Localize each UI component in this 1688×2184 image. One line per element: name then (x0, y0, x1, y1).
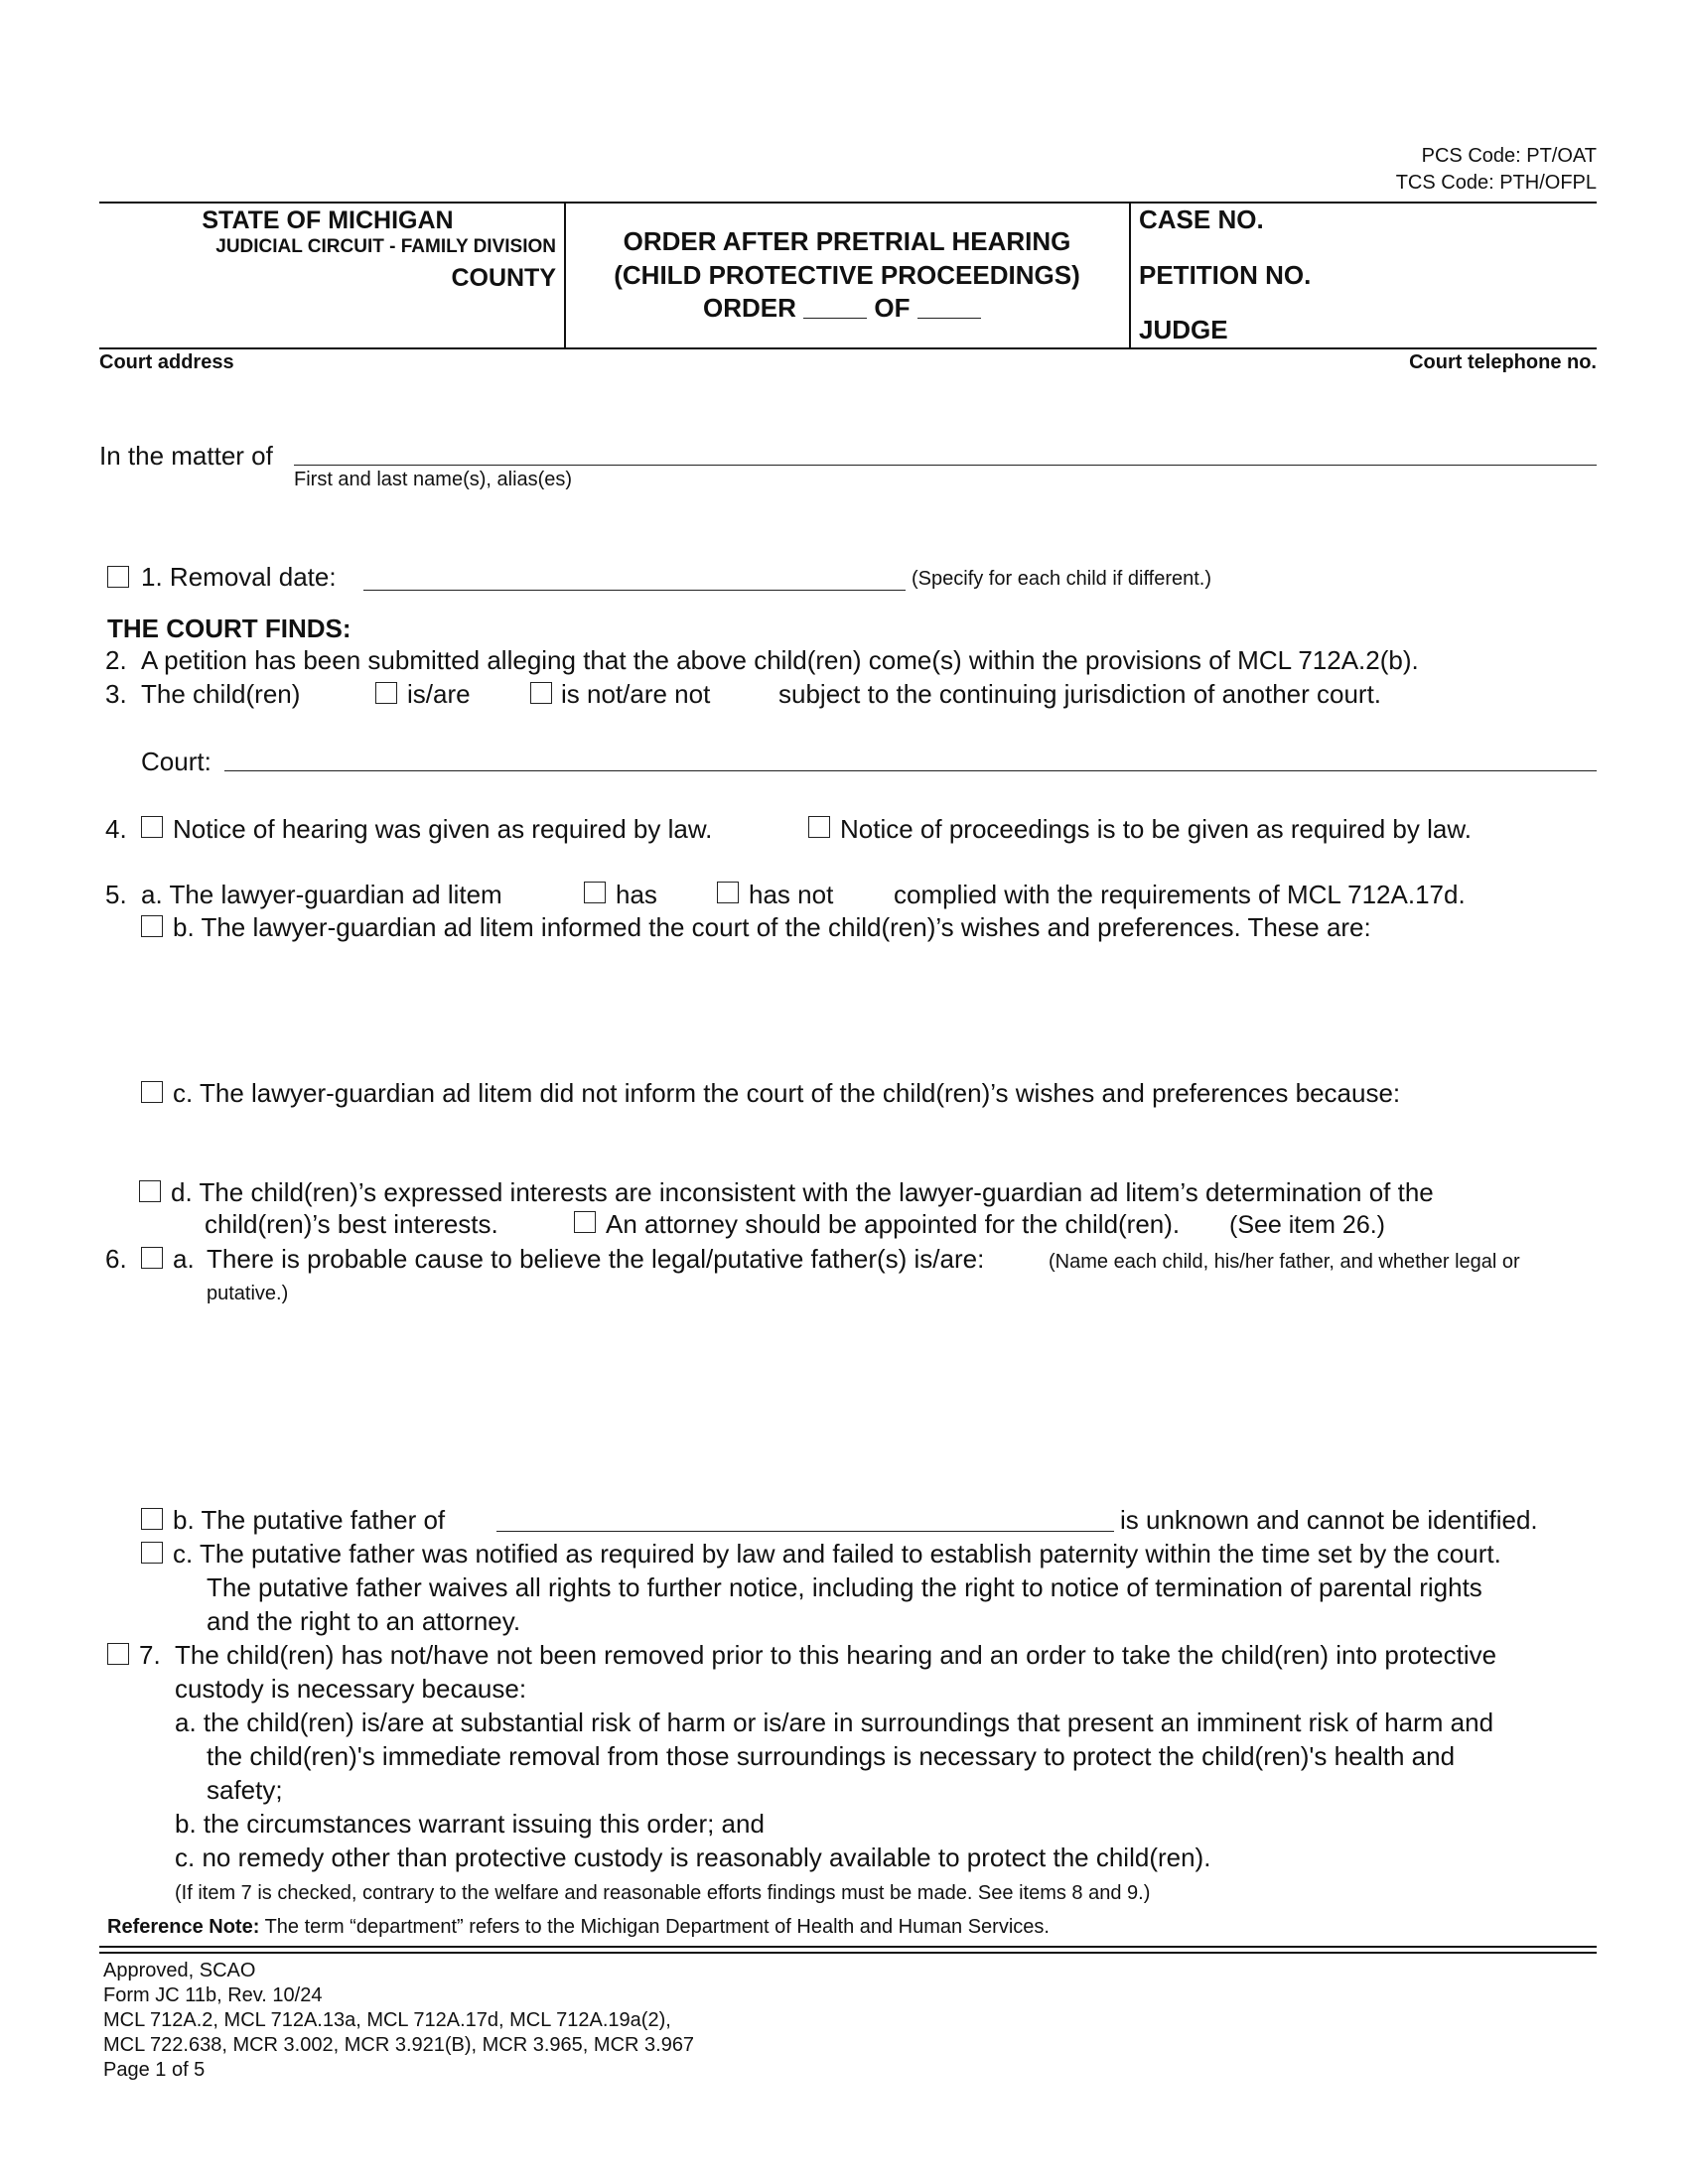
item5-num: 5. (105, 880, 127, 909)
item7-a3: safety; (207, 1775, 283, 1805)
footer-rule-bottom (99, 1952, 1597, 1954)
header-divider-right (1129, 202, 1131, 348)
form-title-1: ORDER AFTER PRETRIAL HEARING (623, 226, 1071, 256)
footer-page: Page 1 of 5 (103, 2059, 206, 2081)
item5d-line2: child(ren)’s best interests. (205, 1209, 498, 1239)
item5a-opt2: has not (749, 880, 834, 909)
reference-label: Reference Note: (107, 1916, 260, 1938)
pcs-code: PCS Code: PT/OAT (1421, 145, 1597, 167)
item1-text: Removal date: (169, 562, 337, 592)
item5d-attorney-checkbox[interactable] (574, 1211, 596, 1233)
state-name: STATE OF MICHIGAN (202, 206, 454, 234)
item5a-lead: a. The lawyer-guardian ad litem (141, 880, 502, 909)
item4-opt1: Notice of hearing was given as required by law. (173, 814, 713, 844)
item6a-note2: putative.) (207, 1283, 289, 1304)
item4-num: 4. (105, 814, 127, 844)
item3-opt1: is/are (407, 679, 471, 709)
item5b-text: b. The lawyer-guardian ad litem informed the court of the child(ren)’s wishes and preferences. These are: (173, 912, 1371, 942)
footer-approved: Approved, SCAO (103, 1960, 256, 1981)
matter-sublabel: First and last name(s), alias(es) (294, 469, 573, 490)
item3-is-not-checkbox[interactable] (530, 682, 552, 704)
item3-num: 3. (105, 679, 127, 709)
item3-court-label: Court: (141, 747, 211, 776)
item7-note: (If item 7 is checked, contrary to the welfare and reasonable efforts findings must be made. See items 8 and 9.) (175, 1882, 1151, 1904)
case-no-label: CASE NO. (1139, 205, 1264, 234)
removal-date-field[interactable] (363, 590, 906, 591)
item3-opt2: is not/are not (561, 679, 711, 709)
reference-text: The term “department” refers to the Michigan Department of Health and Human Services. (264, 1916, 1050, 1938)
item3-lead: The child(ren) (141, 679, 301, 709)
item7-a1: a. the child(ren) is/are at substantial risk of harm or is/are in surroundings that present an imminent risk of harm and (175, 1707, 1494, 1737)
tcs-code: TCS Code: PTH/OFPL (1395, 172, 1597, 194)
order-number-field[interactable] (803, 318, 867, 319)
item3-is-checkbox[interactable] (375, 682, 397, 704)
item1-checkbox[interactable] (107, 566, 129, 588)
item4-opt2: Notice of proceedings is to be given as required by law. (840, 814, 1472, 844)
item6b-checkbox[interactable] (141, 1508, 163, 1530)
header-top-rule (99, 202, 1597, 204)
item6c-checkbox[interactable] (141, 1542, 163, 1564)
item3-tail: subject to the continuing jurisdiction of another court. (778, 679, 1382, 709)
item7-line2: custody is necessary because: (175, 1674, 527, 1704)
item5c-checkbox[interactable] (141, 1081, 163, 1103)
item6a-note1: (Name each child, his/her father, and whether legal or (1049, 1251, 1520, 1273)
order-total-field[interactable] (917, 318, 981, 319)
matter-label: In the matter of (99, 441, 273, 471)
item5c-text: c. The lawyer-guardian ad litem did not inform the court of the child(ren)’s wishes and preferences because: (173, 1078, 1401, 1108)
item7-num: 7. (139, 1640, 161, 1670)
item5d-opt: An attorney should be appointed for the child(ren). (606, 1209, 1181, 1239)
court-finds-heading: THE COURT FINDS: (107, 614, 352, 643)
item5a-opt1: has (616, 880, 657, 909)
item5b-checkbox[interactable] (141, 915, 163, 937)
court-telephone-label: Court telephone no. (1409, 351, 1597, 373)
item7-line1: The child(ren) has not/have not been removed prior to this hearing and an order to take the child(ren) into protective (175, 1640, 1497, 1670)
item1-num: 1. (141, 562, 163, 592)
footer-form: Form JC 11b, Rev. 10/24 (103, 1984, 323, 2006)
item6a-checkbox[interactable] (141, 1247, 163, 1269)
item5d-checkbox[interactable] (139, 1180, 161, 1202)
item7-b: b. the circumstances warrant issuing this order; and (175, 1809, 765, 1839)
item4-notice-given-checkbox[interactable] (141, 816, 163, 838)
item6b-child-name-field[interactable] (496, 1531, 1114, 1532)
order-word: ORDER (703, 293, 796, 323)
item2-text: A petition has been submitted alleging that the above child(ren) come(s) within the provisions of MCL 712A.2(b). (141, 645, 1419, 675)
item6c-line2: The putative father waives all rights to further notice, including the right to notice of termination of parental rights (207, 1572, 1482, 1602)
item7-checkbox[interactable] (107, 1643, 129, 1665)
item6-num: 6. (105, 1244, 127, 1274)
form-title-2: (CHILD PROTECTIVE PROCEEDINGS) (614, 260, 1080, 290)
item6a-letter: a. (173, 1244, 195, 1274)
item5d-note: (See item 26.) (1229, 1211, 1386, 1239)
footer-mcl2: MCL 722.638, MCR 3.002, MCR 3.921(B), MCR 3.965, MCR 3.967 (103, 2034, 695, 2056)
item3-court-field[interactable] (224, 770, 1597, 771)
item2-num: 2. (105, 645, 127, 675)
circuit-label: JUDICIAL CIRCUIT - FAMILY DIVISION (215, 236, 556, 257)
item6a-text: There is probable cause to believe the legal/putative father(s) is/are: (207, 1244, 985, 1274)
item6c-line3: and the right to an attorney. (207, 1606, 521, 1636)
footer-rule-top (99, 1946, 1597, 1948)
item1-note: (Specify for each child if different.) (912, 568, 1211, 590)
of-word: OF (874, 293, 911, 323)
item5a-has-checkbox[interactable] (584, 882, 606, 903)
order-number-line (703, 293, 981, 324)
item7-c: c. no remedy other than protective custody is reasonably available to protect the child(ren). (175, 1843, 1211, 1872)
item4-notice-to-be-given-checkbox[interactable] (808, 816, 830, 838)
petition-no-label: PETITION NO. (1139, 260, 1312, 290)
item5a-has-not-checkbox[interactable] (717, 882, 739, 903)
judge-label: JUDGE (1139, 315, 1228, 344)
item5d-line1: d. The child(ren)’s expressed interests are inconsistent with the lawyer-guardian ad litem’s determination of the (171, 1177, 1434, 1207)
item7-a2: the child(ren)'s immediate removal from those surroundings is necessary to protect the child(ren)'s health and (207, 1741, 1456, 1771)
county-label: COUNTY (451, 264, 556, 292)
item6b-lead: b. The putative father of (173, 1505, 446, 1535)
item5a-tail: complied with the requirements of MCL 712A.17d. (894, 880, 1466, 909)
item1-label (141, 562, 337, 593)
matter-name-field[interactable] (294, 465, 1597, 466)
item6c-line1: c. The putative father was notified as required by law and failed to establish paternity within the time set by the court. (173, 1539, 1501, 1569)
footer-mcl1: MCL 712A.2, MCL 712A.13a, MCL 712A.17d, MCL 712A.19a(2), (103, 2009, 671, 2031)
court-address-label: Court address (99, 351, 234, 373)
header-bottom-rule (99, 347, 1597, 349)
item6b-tail: is unknown and cannot be identified. (1120, 1505, 1538, 1535)
reference-note (107, 1916, 1050, 1939)
